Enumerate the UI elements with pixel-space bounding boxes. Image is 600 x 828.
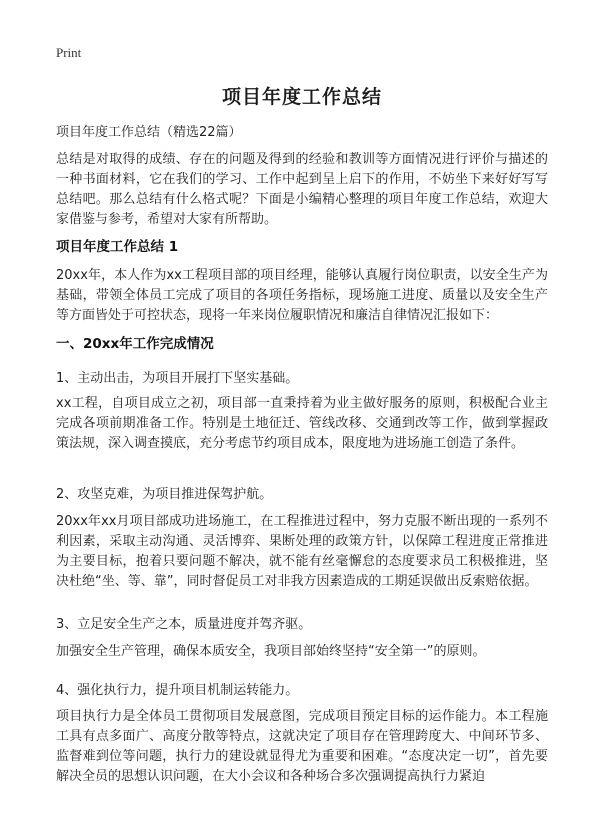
list-item-2: 2、攻坚克难，为项目推进保驾护航。 — [56, 487, 273, 502]
item-1-paragraph: xx工程，自项目成立之初，项目部一直秉持着为业主做好服务的原则，积极配合业主完成各项前期准备工作。特别是土地征迁、管线改移、交通到改等工作，做到掌握政策法规，深入调查摸底，充分考虑节约项目成本，限度地为进场施工创造了条件。 — [56, 396, 548, 451]
section-intro-paragraph: 20xx年，本人作为xx工程项目部的项目经理，能够认真履行岗位职责，以安全生产为基础，带领全体员工完成了项目的各项任务指标，现场施工进度、质量以及安全生产等方面皆处于可控状态，现将一年来岗位履职情况和廉洁自律情况汇报如下： — [56, 268, 548, 323]
document-subtitle: 项目年度工作总结（精选22篇） — [56, 125, 242, 140]
intro-paragraph: 总结是对取得的成绩、存在的问题及得到的经验和教训等方面情况进行评价与描述的一种书面材料，它在我们的学习、工作中起到呈上启下的作用，不妨坐下来好好写写总结吧。那么总结有什么格式呢？下面是小编精心整理的项目年度工作总结，欢迎大家借鉴与参考，希望对大家有所帮助。 — [56, 152, 548, 227]
item-4-paragraph: 项目执行力是全体员工贯彻项目发展意图，完成项目预定目标的运作能力。本工程施工具有点多面广、高度分散等特点，这就决定了项目存在管理跨度大、中间环节多、监督难到位等问题，执行力的建设就显得尤为重要和困难。“态度决定一切”，首先要解决全员的思想认识问题，在大小会议和各种场合多次强调提高执行力紧迫 — [56, 709, 548, 784]
list-item-3: 3、立足安全生产之本，质量进度并驾齐驱。 — [56, 617, 312, 632]
list-item-4: 4、强化执行力，提升项目机制运转能力。 — [56, 683, 299, 698]
list-item-1: 1、主动出击，为项目开展打下坚实基础。 — [56, 371, 299, 386]
page-title: 项目年度工作总结 — [221, 86, 382, 108]
item-3-paragraph: 加强安全生产管理，确保本质安全，我项目部始终坚持“安全第一”的原则。 — [56, 644, 486, 659]
item-2-paragraph: 20xx年xx月项目部成功进场施工，在工程推进过程中，努力克服不断出现的一系列不利因素，采取主动沟通、灵活博弈、果断处理的政策方针，以保障工程进度正常推进为主要目标，抱着只要问题不解决，就不能有丝毫懈怠的态度要求员工积极推进，坚决杜绝“坐、等、靠”，同时督促员工对非我方因素造成的工期延误做出反索赔依据。 — [56, 514, 548, 589]
part-heading: 一、20xx年工作完成情况 — [56, 336, 214, 352]
print-link[interactable]: Print — [56, 45, 82, 60]
section-heading: 项目年度工作总结 1 — [56, 239, 179, 255]
